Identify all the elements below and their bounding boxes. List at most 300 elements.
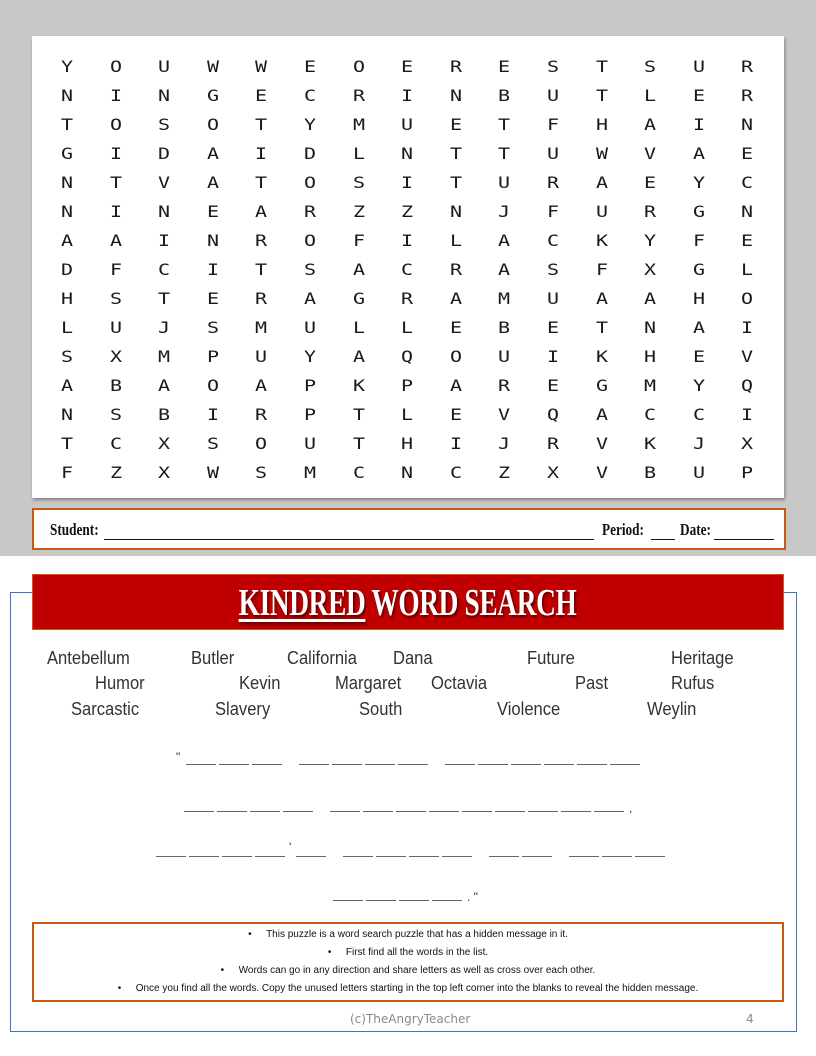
- word-list-item: Rufus: [671, 673, 715, 693]
- grid-letter[interactable]: A: [595, 405, 608, 424]
- grid-letter[interactable]: X: [644, 260, 657, 279]
- grid-letter[interactable]: R: [644, 202, 657, 221]
- grid-letter[interactable]: N: [60, 86, 74, 105]
- grid-letter[interactable]: I: [546, 347, 559, 366]
- grid-letter[interactable]: Y: [692, 376, 705, 395]
- grid-letter[interactable]: N: [644, 318, 657, 337]
- letter-blank[interactable]: [252, 764, 282, 765]
- grid-letter[interactable]: I: [109, 86, 122, 105]
- grid-letter[interactable]: R: [255, 405, 268, 424]
- grid-letter[interactable]: A: [352, 260, 365, 279]
- footer-credit: (c)TheAngryTeacher: [350, 1012, 471, 1026]
- letter-blank[interactable]: [396, 811, 426, 812]
- grid-letter[interactable]: I: [109, 144, 122, 163]
- grid-letter[interactable]: B: [109, 376, 122, 395]
- grid-letter[interactable]: N: [60, 405, 74, 424]
- grid-letter[interactable]: A: [449, 376, 462, 395]
- grid-letter[interactable]: S: [546, 57, 559, 76]
- grid-letter[interactable]: T: [595, 318, 608, 337]
- grid-letter[interactable]: G: [595, 376, 608, 395]
- grid-letter[interactable]: A: [206, 173, 219, 192]
- open-quote: ": [176, 750, 181, 764]
- grid-letter[interactable]: J: [158, 318, 171, 337]
- instruction-text: Once you find all the words. Copy the unused letters starting in the top left corner into the blanks to reveal the hidden message.: [135, 983, 699, 994]
- grid-letter[interactable]: U: [595, 202, 608, 221]
- grid-letter[interactable]: L: [401, 405, 414, 424]
- grid-letter[interactable]: O: [109, 57, 122, 76]
- grid-letter[interactable]: N: [401, 144, 414, 163]
- grid-letter[interactable]: P: [303, 405, 316, 424]
- letter-blank[interactable]: [184, 811, 214, 812]
- date-label: Date:: [680, 520, 711, 539]
- grid-letter[interactable]: O: [303, 173, 316, 192]
- letter-blank[interactable]: [332, 764, 362, 765]
- grid-letter[interactable]: S: [206, 318, 219, 337]
- grid-letter[interactable]: N: [741, 202, 754, 221]
- grid-letter[interactable]: R: [741, 57, 754, 76]
- letter-blank[interactable]: [330, 811, 360, 812]
- page-number: 4: [746, 1012, 754, 1026]
- grid-letter[interactable]: L: [644, 86, 657, 105]
- grid-letter[interactable]: O: [449, 347, 462, 366]
- grid-letter[interactable]: T: [60, 434, 74, 453]
- letter-blank[interactable]: [462, 811, 492, 812]
- grid-letter[interactable]: N: [158, 202, 171, 221]
- grid-letter[interactable]: E: [449, 405, 462, 424]
- grid-letter[interactable]: T: [595, 57, 608, 76]
- grid-letter[interactable]: A: [255, 376, 268, 395]
- grid-letter[interactable]: E: [303, 57, 316, 76]
- grid-letter[interactable]: T: [498, 115, 511, 134]
- grid-letter[interactable]: T: [449, 144, 462, 163]
- letter-blank[interactable]: [577, 764, 607, 765]
- grid-letter[interactable]: Q: [401, 347, 414, 366]
- grid-letter[interactable]: U: [109, 318, 122, 337]
- grid-letter[interactable]: C: [401, 260, 414, 279]
- grid-letter[interactable]: L: [401, 318, 414, 337]
- date-line[interactable]: [714, 539, 774, 540]
- grid-letter[interactable]: S: [546, 260, 559, 279]
- letter-blank[interactable]: [219, 764, 249, 765]
- grid-letter[interactable]: R: [546, 173, 559, 192]
- bullet-icon: •: [220, 965, 225, 976]
- grid-letter[interactable]: T: [449, 173, 462, 192]
- grid-letter[interactable]: N: [60, 202, 74, 221]
- grid-letter[interactable]: T: [352, 434, 365, 453]
- grid-letter[interactable]: T: [158, 289, 171, 308]
- grid-letter[interactable]: O: [352, 57, 365, 76]
- letter-blank[interactable]: [365, 764, 395, 765]
- grid-letter[interactable]: M: [158, 347, 171, 366]
- grid-letter[interactable]: R: [303, 202, 316, 221]
- grid-letter[interactable]: K: [352, 376, 365, 395]
- grid-letter[interactable]: V: [644, 144, 657, 163]
- grid-letter[interactable]: N: [741, 115, 754, 134]
- grid-letter[interactable]: A: [692, 144, 705, 163]
- grid-letter[interactable]: J: [498, 434, 511, 453]
- grid-letter[interactable]: H: [692, 289, 705, 308]
- grid-letter[interactable]: S: [158, 115, 171, 134]
- trailing-punctuation: . ": [467, 890, 478, 904]
- grid-letter[interactable]: H: [644, 347, 657, 366]
- grid-letter[interactable]: E: [741, 144, 754, 163]
- grid-letter[interactable]: I: [401, 86, 414, 105]
- word-list-item: Past: [575, 673, 609, 693]
- letter-blank[interactable]: [522, 856, 552, 857]
- grid-letter[interactable]: U: [692, 57, 705, 76]
- word-list-item: Octavia: [431, 673, 488, 693]
- grid-letter[interactable]: A: [449, 289, 462, 308]
- grid-letter[interactable]: F: [595, 260, 608, 279]
- message-line: [0, 750, 816, 770]
- letter-blank[interactable]: [283, 811, 313, 812]
- grid-letter[interactable]: W: [206, 463, 219, 482]
- grid-letter[interactable]: I: [449, 434, 462, 453]
- letter-blank[interactable]: [366, 900, 396, 901]
- grid-letter[interactable]: H: [595, 115, 608, 134]
- grid-letter[interactable]: R: [741, 86, 754, 105]
- letter-blank[interactable]: [399, 900, 429, 901]
- letter-blank[interactable]: [602, 856, 632, 857]
- grid-letter[interactable]: C: [644, 405, 657, 424]
- grid-letter[interactable]: K: [595, 231, 608, 250]
- grid-letter[interactable]: U: [498, 173, 511, 192]
- grid-letter[interactable]: T: [109, 173, 122, 192]
- grid-letter[interactable]: E: [449, 318, 462, 337]
- letter-blank[interactable]: [296, 856, 326, 857]
- grid-letter[interactable]: O: [741, 289, 754, 308]
- grid-letter[interactable]: B: [644, 463, 657, 482]
- grid-letter[interactable]: A: [60, 376, 74, 395]
- letter-blank[interactable]: [561, 811, 591, 812]
- word-list-item: South: [359, 699, 403, 719]
- grid-letter[interactable]: L: [60, 318, 74, 337]
- grid-letter[interactable]: X: [158, 463, 171, 482]
- grid-letter[interactable]: S: [60, 347, 74, 366]
- grid-letter[interactable]: F: [692, 231, 705, 250]
- grid-letter[interactable]: I: [401, 173, 414, 192]
- title-rest: WORD SEARCH: [365, 582, 577, 624]
- grid-letter[interactable]: E: [741, 231, 754, 250]
- letter-blank[interactable]: [429, 811, 459, 812]
- grid-letter[interactable]: E: [401, 57, 414, 76]
- grid-letter[interactable]: V: [741, 347, 754, 366]
- grid-letter[interactable]: T: [352, 405, 365, 424]
- grid-letter[interactable]: E: [692, 347, 705, 366]
- grid-letter[interactable]: O: [206, 115, 219, 134]
- grid-letter[interactable]: M: [498, 289, 511, 308]
- grid-letter[interactable]: W: [255, 57, 268, 76]
- grid-letter[interactable]: S: [644, 57, 657, 76]
- grid-letter[interactable]: E: [498, 57, 511, 76]
- grid-letter[interactable]: T: [255, 173, 268, 192]
- letter-blank[interactable]: [445, 764, 475, 765]
- grid-letter[interactable]: I: [741, 318, 754, 337]
- student-name-line[interactable]: [104, 539, 594, 540]
- grid-letter[interactable]: M: [644, 376, 657, 395]
- letter-blank[interactable]: [544, 764, 574, 765]
- grid-letter[interactable]: F: [109, 260, 122, 279]
- grid-letter[interactable]: T: [255, 115, 268, 134]
- grid-letter[interactable]: A: [255, 202, 268, 221]
- word-list-item: Kevin: [239, 673, 281, 693]
- grid-letter[interactable]: G: [60, 144, 74, 163]
- grid-letter[interactable]: U: [546, 86, 559, 105]
- grid-letter[interactable]: C: [158, 260, 171, 279]
- grid-letter[interactable]: G: [206, 86, 219, 105]
- grid-letter[interactable]: K: [595, 347, 608, 366]
- letter-blank[interactable]: [569, 856, 599, 857]
- grid-letter[interactable]: V: [595, 434, 608, 453]
- grid-letter[interactable]: D: [158, 144, 171, 163]
- letter-blank[interactable]: [528, 811, 558, 812]
- grid-letter[interactable]: R: [255, 289, 268, 308]
- grid-letter[interactable]: A: [498, 231, 511, 250]
- grid-letter[interactable]: E: [644, 173, 657, 192]
- letter-blank[interactable]: [343, 856, 373, 857]
- letter-blank[interactable]: [489, 856, 519, 857]
- grid-letter[interactable]: Y: [692, 173, 705, 192]
- grid-letter[interactable]: H: [401, 434, 414, 453]
- grid-letter[interactable]: S: [109, 405, 122, 424]
- letter-blank[interactable]: [186, 764, 216, 765]
- grid-letter[interactable]: Y: [303, 115, 316, 134]
- grid-letter[interactable]: I: [158, 231, 171, 250]
- grid-letter[interactable]: E: [206, 289, 219, 308]
- grid-letter[interactable]: I: [692, 115, 705, 134]
- grid-letter[interactable]: P: [206, 347, 219, 366]
- student-info-bar: [32, 508, 786, 550]
- letter-blank[interactable]: [255, 856, 285, 857]
- instruction-text: First find all the words in the list.: [345, 947, 489, 958]
- grid-letter[interactable]: O: [206, 376, 219, 395]
- period-line[interactable]: [651, 539, 675, 540]
- grid-letter[interactable]: G: [692, 202, 705, 221]
- grid-letter[interactable]: I: [206, 260, 219, 279]
- grid-letter[interactable]: E: [692, 86, 705, 105]
- grid-letter[interactable]: L: [741, 260, 754, 279]
- grid-letter[interactable]: A: [303, 289, 316, 308]
- grid-letter[interactable]: Z: [352, 202, 365, 221]
- word-list-item: Antebellum: [47, 648, 130, 668]
- grid-letter[interactable]: C: [741, 173, 754, 192]
- grid-letter[interactable]: I: [206, 405, 219, 424]
- grid-letter[interactable]: S: [352, 173, 365, 192]
- grid-letter[interactable]: U: [158, 57, 171, 76]
- grid-letter[interactable]: A: [644, 289, 657, 308]
- grid-letter[interactable]: X: [741, 434, 754, 453]
- grid-letter[interactable]: R: [255, 231, 268, 250]
- grid-letter[interactable]: O: [109, 115, 122, 134]
- word-list-item: Sarcastic: [71, 699, 140, 719]
- grid-letter[interactable]: T: [595, 86, 608, 105]
- grid-letter[interactable]: N: [158, 86, 171, 105]
- letter-blank[interactable]: [432, 900, 462, 901]
- letter-blank[interactable]: [156, 856, 186, 857]
- letter-blank[interactable]: [222, 856, 252, 857]
- grid-letter[interactable]: U: [546, 144, 559, 163]
- grid-letter[interactable]: X: [158, 434, 171, 453]
- grid-letter[interactable]: N: [449, 202, 462, 221]
- grid-letter[interactable]: P: [741, 463, 754, 482]
- grid-letter[interactable]: K: [644, 434, 657, 453]
- letter-blank[interactable]: [363, 811, 393, 812]
- grid-letter[interactable]: I: [255, 144, 268, 163]
- grid-letter[interactable]: Z: [498, 463, 511, 482]
- grid-letter[interactable]: B: [498, 318, 511, 337]
- word-list-item: Violence: [497, 699, 561, 719]
- apostrophe: ': [289, 840, 292, 854]
- grid-letter[interactable]: I: [741, 405, 754, 424]
- grid-letter[interactable]: A: [498, 260, 511, 279]
- grid-letter[interactable]: N: [206, 231, 219, 250]
- grid-letter[interactable]: F: [352, 231, 365, 250]
- letter-blank[interactable]: [478, 764, 508, 765]
- letter-blank[interactable]: [409, 856, 439, 857]
- grid-letter[interactable]: U: [546, 289, 559, 308]
- grid-letter[interactable]: W: [595, 144, 608, 163]
- grid-letter[interactable]: O: [303, 231, 316, 250]
- grid-letter[interactable]: C: [109, 434, 122, 453]
- letter-blank[interactable]: [495, 811, 525, 812]
- grid-letter[interactable]: P: [401, 376, 414, 395]
- grid-letter[interactable]: A: [352, 347, 365, 366]
- grid-letter[interactable]: C: [449, 463, 462, 482]
- grid-letter[interactable]: B: [158, 405, 171, 424]
- grid-letter[interactable]: V: [498, 405, 511, 424]
- grid-letter[interactable]: A: [644, 115, 657, 134]
- grid-letter[interactable]: C: [303, 86, 316, 105]
- letter-blank[interactable]: [442, 856, 472, 857]
- grid-letter[interactable]: T: [255, 260, 268, 279]
- letter-blank[interactable]: [398, 764, 428, 765]
- instruction-item: [34, 944, 782, 962]
- grid-letter[interactable]: G: [692, 260, 705, 279]
- instruction-text: Words can go in any direction and share letters as well as cross over each other.: [238, 965, 596, 976]
- grid-letter[interactable]: V: [158, 173, 171, 192]
- title-banner: [32, 574, 784, 630]
- letter-blank[interactable]: [635, 856, 665, 857]
- grid-letter[interactable]: F: [546, 115, 559, 134]
- grid-letter[interactable]: B: [498, 86, 511, 105]
- grid-letter[interactable]: E: [206, 202, 219, 221]
- grid-letter[interactable]: N: [401, 463, 414, 482]
- grid-letter[interactable]: U: [498, 347, 511, 366]
- letter-blank[interactable]: [250, 811, 280, 812]
- grid-letter[interactable]: H: [60, 289, 74, 308]
- grid-letter[interactable]: J: [692, 434, 705, 453]
- grid-letter[interactable]: A: [206, 144, 219, 163]
- grid-letter[interactable]: A: [109, 231, 122, 250]
- grid-letter[interactable]: G: [352, 289, 365, 308]
- grid-letter[interactable]: U: [401, 115, 414, 134]
- word-list-item: Humor: [95, 673, 145, 693]
- grid-letter[interactable]: R: [498, 376, 511, 395]
- grid-letter[interactable]: U: [255, 347, 268, 366]
- grid-letter[interactable]: A: [158, 376, 171, 395]
- grid-letter[interactable]: O: [255, 434, 268, 453]
- grid-letter[interactable]: N: [449, 86, 462, 105]
- grid-letter[interactable]: Z: [401, 202, 414, 221]
- grid-letter[interactable]: A: [60, 231, 74, 250]
- letter-blank[interactable]: [511, 764, 541, 765]
- grid-letter[interactable]: E: [255, 86, 268, 105]
- letter-blank[interactable]: [299, 764, 329, 765]
- grid-letter[interactable]: C: [546, 231, 559, 250]
- grid-letter[interactable]: R: [546, 434, 559, 453]
- word-list-item: Margaret: [335, 673, 402, 693]
- grid-letter[interactable]: Q: [741, 376, 754, 395]
- grid-letter[interactable]: S: [303, 260, 316, 279]
- letter-blank[interactable]: [189, 856, 219, 857]
- grid-letter[interactable]: L: [352, 318, 365, 337]
- word-list-item: Slavery: [215, 699, 271, 719]
- grid-letter[interactable]: S: [255, 463, 268, 482]
- grid-letter[interactable]: Y: [303, 347, 316, 366]
- message-line: [0, 886, 816, 906]
- grid-letter[interactable]: X: [546, 463, 559, 482]
- letter-blank[interactable]: [376, 856, 406, 857]
- grid-letter[interactable]: U: [303, 434, 316, 453]
- grid-letter[interactable]: M: [303, 463, 316, 482]
- grid-letter[interactable]: R: [449, 260, 462, 279]
- grid-letter[interactable]: F: [60, 463, 74, 482]
- grid-letter[interactable]: E: [449, 115, 462, 134]
- grid-letter[interactable]: T: [498, 144, 511, 163]
- grid-letter[interactable]: A: [595, 289, 608, 308]
- grid-letter[interactable]: P: [303, 376, 316, 395]
- grid-letter[interactable]: V: [595, 463, 608, 482]
- period-label: Period:: [602, 520, 644, 539]
- grid-letter[interactable]: N: [60, 173, 74, 192]
- grid-letter[interactable]: R: [401, 289, 414, 308]
- grid-letter[interactable]: M: [255, 318, 268, 337]
- grid-letter[interactable]: I: [401, 231, 414, 250]
- letter-blank[interactable]: [594, 811, 624, 812]
- grid-letter[interactable]: Q: [546, 405, 559, 424]
- grid-letter[interactable]: Z: [109, 463, 122, 482]
- grid-letter[interactable]: C: [692, 405, 705, 424]
- grid-letter[interactable]: L: [449, 231, 462, 250]
- grid-letter[interactable]: F: [546, 202, 559, 221]
- grid-letter[interactable]: Y: [644, 231, 657, 250]
- grid-letter[interactable]: E: [546, 318, 559, 337]
- grid-letter[interactable]: E: [546, 376, 559, 395]
- letter-blank[interactable]: [217, 811, 247, 812]
- grid-letter[interactable]: J: [498, 202, 511, 221]
- grid-letter[interactable]: R: [352, 86, 365, 105]
- grid-letter[interactable]: L: [352, 144, 365, 163]
- grid-letter[interactable]: R: [449, 57, 462, 76]
- grid-letter[interactable]: D: [303, 144, 316, 163]
- grid-letter[interactable]: I: [109, 202, 122, 221]
- grid-letter[interactable]: D: [60, 260, 74, 279]
- letter-blank[interactable]: [610, 764, 640, 765]
- grid-letter[interactable]: C: [352, 463, 365, 482]
- grid-letter[interactable]: A: [595, 173, 608, 192]
- grid-letter[interactable]: X: [109, 347, 122, 366]
- grid-letter[interactable]: Y: [60, 57, 74, 76]
- grid-letter[interactable]: M: [352, 115, 365, 134]
- grid-letter[interactable]: U: [303, 318, 316, 337]
- grid-letter[interactable]: T: [60, 115, 74, 134]
- grid-letter[interactable]: S: [206, 434, 219, 453]
- grid-letter[interactable]: S: [109, 289, 122, 308]
- grid-letter[interactable]: U: [692, 463, 705, 482]
- letter-blank[interactable]: [333, 900, 363, 901]
- grid-letter[interactable]: A: [692, 318, 705, 337]
- grid-letter[interactable]: W: [206, 57, 219, 76]
